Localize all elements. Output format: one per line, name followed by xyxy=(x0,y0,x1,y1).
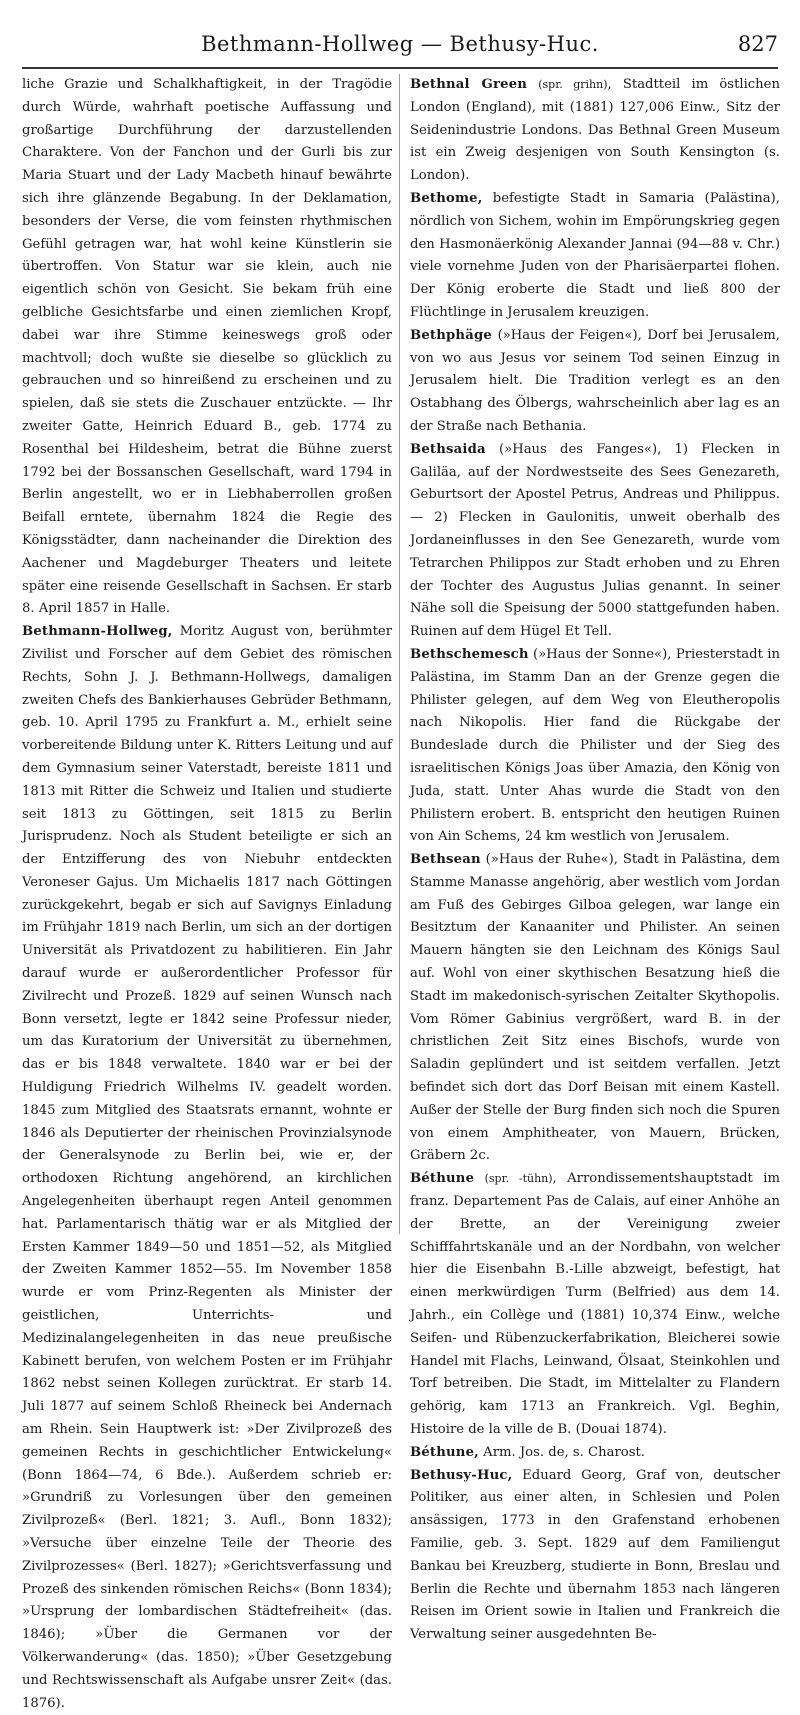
entry-continuation xyxy=(22,74,392,621)
left-column xyxy=(22,74,392,1715)
column-divider xyxy=(399,74,400,1234)
entry-text: befestigte Stadt in Samaria (Palästina), nördlich von Sichem, wohin im Empörungskrieg gegen den Hasmonäerkönig Alexander Jannai (94—88 v. Chr.) viele vornehme Juden von der Pharisäerpartei flohen. Der König eroberte die Stadt und ließ 800 der Flüchtlinge in Jerusalem kreuzigen. xyxy=(410,190,780,320)
page-number: 827 xyxy=(737,32,778,56)
entry-lemma: Bethnal Green xyxy=(410,77,528,92)
entry-lemma: Bethsean xyxy=(410,852,481,868)
entry-text: Arm. Jos. de, s. Charost. xyxy=(478,1444,646,1460)
entry-text: (»Haus der Feigen«), Dorf bei Jerusalem, von wo aus Jesus vor seinem Tod seinen Einzug in Jerusalem hielt. Die Tradition verlegt es an den Ostabhang des Ölbergs, wahrscheinlich aber lag es an der Straße nach Bethania. xyxy=(410,327,780,434)
entry-bethsean xyxy=(410,849,780,1168)
page-header xyxy=(22,30,778,66)
entry-lemma: Bethschemesch xyxy=(410,646,529,662)
entry-bethnal-green xyxy=(410,74,780,188)
entry-text: Moritz August von, berühmter Zivilist und Forscher auf dem Gebiet des römischen Rechts, Sohn J. J. Bethmann-Hollwegs, damaligen zweiten Chefs des Bankierhauses Gebrüder Bethmann, geb. 10. April 1795 zu Frankfurt a. M., erhielt seine vorbereitende Bildung unter K. Ritters Leitung und auf dem Gymnasium seiner Vaterstadt, bereiste 1811 und 1813 mit Ritter die Schweiz und Italien und studierte seit 1813 zu Göttingen, seit 1815 zu Berlin Jurisprudenz. Noch als Student beteiligte er sich an der Entzifferung des von Niebuhr entdeckten Veroneser Gajus. Um Michaelis 1817 nach Göttingen zurückgekehrt, begab er sich auf Savignys Einladung im Frühjahr 1819 nach Berlin, um sich an der dortigen Universität als Privatdozent zu habilitieren. Ein Jahr darauf wurde er außerordentlicher Professor für Zivilrecht und Prozeß. 1829 auf seinen Wunsch nach Bonn versetzt, legte er 1842 seine Professur nieder, um das Kuratorium der Universität zu übernehmen, das er bis 1848 verwaltete. 1840 war er bei der Huldigung Friedrich Wilhelms IV. geadelt worden. 1845 zum Mitglied des Staatsrats ernannt, wohnte er 1846 als Deputierter der rheinischen Provinzialsynode der Generalsynode zu Berlin bei, wie er, der orthodoxen Richtung angehörend, an kirchlichen Angelegenheiten überhaupt regen Anteil genommen hat. Parlamentarisch thätig war er als Mitglied der Ersten Kammer 1849—50 und 1851—52, als Mitglied der Zweiten Kammer 1852—55. Im November 1858 wurde er vom Prinz-Regenten als Minister der geistlichen, Unterrichts- und Medizinalangelegenheiten in das neue preußische Kabinett berufen, von welchem Posten er im Frühjahr 1862 nebst seinen Kollegen zurücktrat. Er starb 14. Juli 1877 auf seinem Schloß Rheineck bei Andernach am Rhein. Sein Hauptwerk ist: »Der Zivilprozeß des gemeinen Rechts in geschichtlicher Entwickelung« (Bonn 1864—74, 6 Bde.). Außerdem schrieb er: »Grundriß zu Vorlesungen über den gemeinen Zivilprozeß« (Berl. 1821; 3. Aufl., Bonn 1832); »Versuche über einzelne Teile der Theorie des Zivilprozesses« (Berl. 1827); »Gerichtsverfassung und Prozeß des sinkenden römischen Reichs« (Bonn 1834); »Ursprung der lombardischen Städtefreiheit« (das. 1846); »Über die Germanen vor der Völkerwanderung« (das. 1850); »Über Gesetzgebung und Rechtswissenschaft als Aufgabe unsrer Zeit« (das. 1876). xyxy=(22,624,392,1711)
entry-lemma: Bethusy-Huc, xyxy=(410,1467,513,1483)
running-head: Bethmann-Hollweg — Bethusy-Huc. xyxy=(201,32,599,56)
entry-text: (»Haus der Ruhe«), Stadt in Palästina, dem Stamme Manasse angehörig, aber westlich vom Jordan am Fuß des Gebirges Gilboa gelegen, war lange ein Besitztum der Kanaaniter und Philister. An seinen Mauern hängten sie den Leichnam des Königs Saul auf. Wohl von einer skythischen Besatzung hieß die Stadt im makedonisch-syrischen Zeitalter Skythopolis. Vom Römer Gabinius vergrößert, ward B. in der christlichen Zeit Sitz eines Bischofs, wurde von Saladin geplündert und ist seitdem verfallen. Jetzt befindet sich dort das Dorf Beisan mit einem Kastell. Außer der Stelle der Burg finden sich noch die Spuren von einem Amphitheater, von Mauern, Brücken, Gräbern 2c. xyxy=(410,852,780,1164)
entry-bethsaida xyxy=(410,439,780,644)
entry-text: liche Grazie und Schalkhaftigkeit, in der Tragödie durch Würde, wahrhaft poetische Auffassung und großartige Durchführung der darzustellenden Charaktere. Von der Fanchon und der Gurli bis zur Maria Stuart und der Lady Macbeth hinauf bewährte sich ihre glänzende Begabung. In der Deklamation, besonders der Verse, die vom feinsten rhythmischen Gefühl getragen war, hat wohl keine Künstlerin sie übertroffen. Von Statur war sie klein, auch nie eigentlich schön von Gesicht. Sie bekam früh eine gelbliche Gesichtsfarbe und einen ziemlichen Kropf, dabei war ihre Stimme keineswegs groß oder machtvoll; doch wußte sie dieselbe so glücklich zu gebrauchen und so hinreißend zu erscheinen und zu spielen, daß sie stets die Zuschauer entzückte. — Ihr zweiter Gatte, Heinrich Eduard B., geb. 1774 zu Rosenthal bei Hildesheim, betrat die Bühne zuerst 1792 bei der Bossanschen Gesellschaft, ward 1794 in Berlin angestellt, wo er in Liebhaberrollen großen Beifall erntete, übernahm 1824 die Regie des Königsstädter, dann nacheinander die Direktion des Aachener und Magdeburger Theaters und leitete später eine reisende Gesellschaft in Sachsen. Er starb 8. April 1857 in Halle. xyxy=(22,77,392,617)
entry-lemma: Bethmann-Hollweg, xyxy=(22,624,173,640)
entry-text: Eduard Georg, Graf von, deutscher Politiker, aus einer alten, in Schlesien und Polen ansässigen, 1773 in den Grafenstand erhobenen Familie, geb. 3. Sept. 1829 auf dem Familiengut Bankau bei Kreuzberg, studierte in Bonn, Breslau und Berlin die Rechte und übernahm 1853 nach längeren Reisen im Orient sowie in Italien und Frankreich die Verwaltung seiner ausgedehnten Be- xyxy=(410,1467,780,1643)
entry-bethune xyxy=(410,1168,780,1442)
entry-lemma: Bethsaida xyxy=(410,441,486,457)
entry-pronunciation: (spr. -tühn) xyxy=(484,1172,553,1186)
entry-bethune-arm xyxy=(410,1442,780,1465)
entry-bethschemesch xyxy=(410,644,780,849)
entry-bethusy-huc xyxy=(410,1465,780,1647)
entry-bethmann-hollweg xyxy=(22,621,392,1715)
entry-text: (»Haus des Fanges«), 1) Flecken in Galiläa, auf der Nordwestseite des Sees Genezareth, Geburtsort der Apostel Petrus, Andreas und Philippus. — 2) Flecken in Gaulonitis, unweit oberhalb des Jordaneinflusses in den See Genezareth, wurde vom Tetrarchen Philippos zur Stadt erhoben und zu Ehren der Tochter des Augustus Julias genannt. In seiner Nähe soll die Speisung der 5000 stattgefunden haben. Ruinen auf dem Hügel Et Tell. xyxy=(410,441,780,640)
entry-pronunciation: (spr. grihn) xyxy=(538,78,608,91)
entry-lemma: Béthune xyxy=(410,1171,475,1187)
right-column xyxy=(410,74,780,1647)
entry-text: , Arrondissementshauptstadt im franz. Departement Pas de Calais, auf einer Anhöhe an der Brette, an der Vereinigung zweier Schifffahrtskanäle und an der Nordbahn, von welcher hier die Eisenbahn B.-Lille abzweigt, befestigt, hat einen merkwürdigen Turm (Belfried) aus dem 14. Jahrh., ein Collège und (1881) 10,374 Einw., welche Seifen- und Rübenzuckerfabrikation, Bleicherei sowie Handel mit Flachs, Leinwand, Ölsaat, Steinkohlen und Torf betreiben. Die Stadt, im Mittelalter zu Flandern gehörig, kam 1713 an Frankreich. Vgl. Beghin, Histoire de la ville de B. (Douai 1874). xyxy=(410,1171,780,1438)
entry-bethphaege xyxy=(410,325,780,439)
entry-text: (»Haus der Sonne«), Priesterstadt in Palästina, im Stamm Dan an der Grenze gegen die Philister gelegen, auf dem Weg von Eleutheropolis nach Nikopolis. Hier fand die Rückgabe der Bundeslade durch die Philister und der Sieg des israelitischen Königs Joas über Amazia, den König von Juda, statt. Unter Ahas wurde die Stadt von den Philistern erobert. B. entspricht den heutigen Ruinen von Ain Schems, 24 km westlich von Jerusalem. xyxy=(410,646,780,845)
entry-bethome xyxy=(410,188,780,325)
entry-lemma: Béthune, xyxy=(410,1444,479,1460)
header-rule xyxy=(22,67,778,69)
entry-text: , Stadtteil im östlichen London (England), mit (1881) 127,006 Einw., Sitz der Seidenindustrie Londons. Das Bethnal Green Museum ist ein Zweig desjenigen von South Kensington (s. London). xyxy=(410,77,780,184)
entry-lemma: Bethome, xyxy=(410,190,483,206)
entry-lemma: Bethphäge xyxy=(410,327,492,343)
